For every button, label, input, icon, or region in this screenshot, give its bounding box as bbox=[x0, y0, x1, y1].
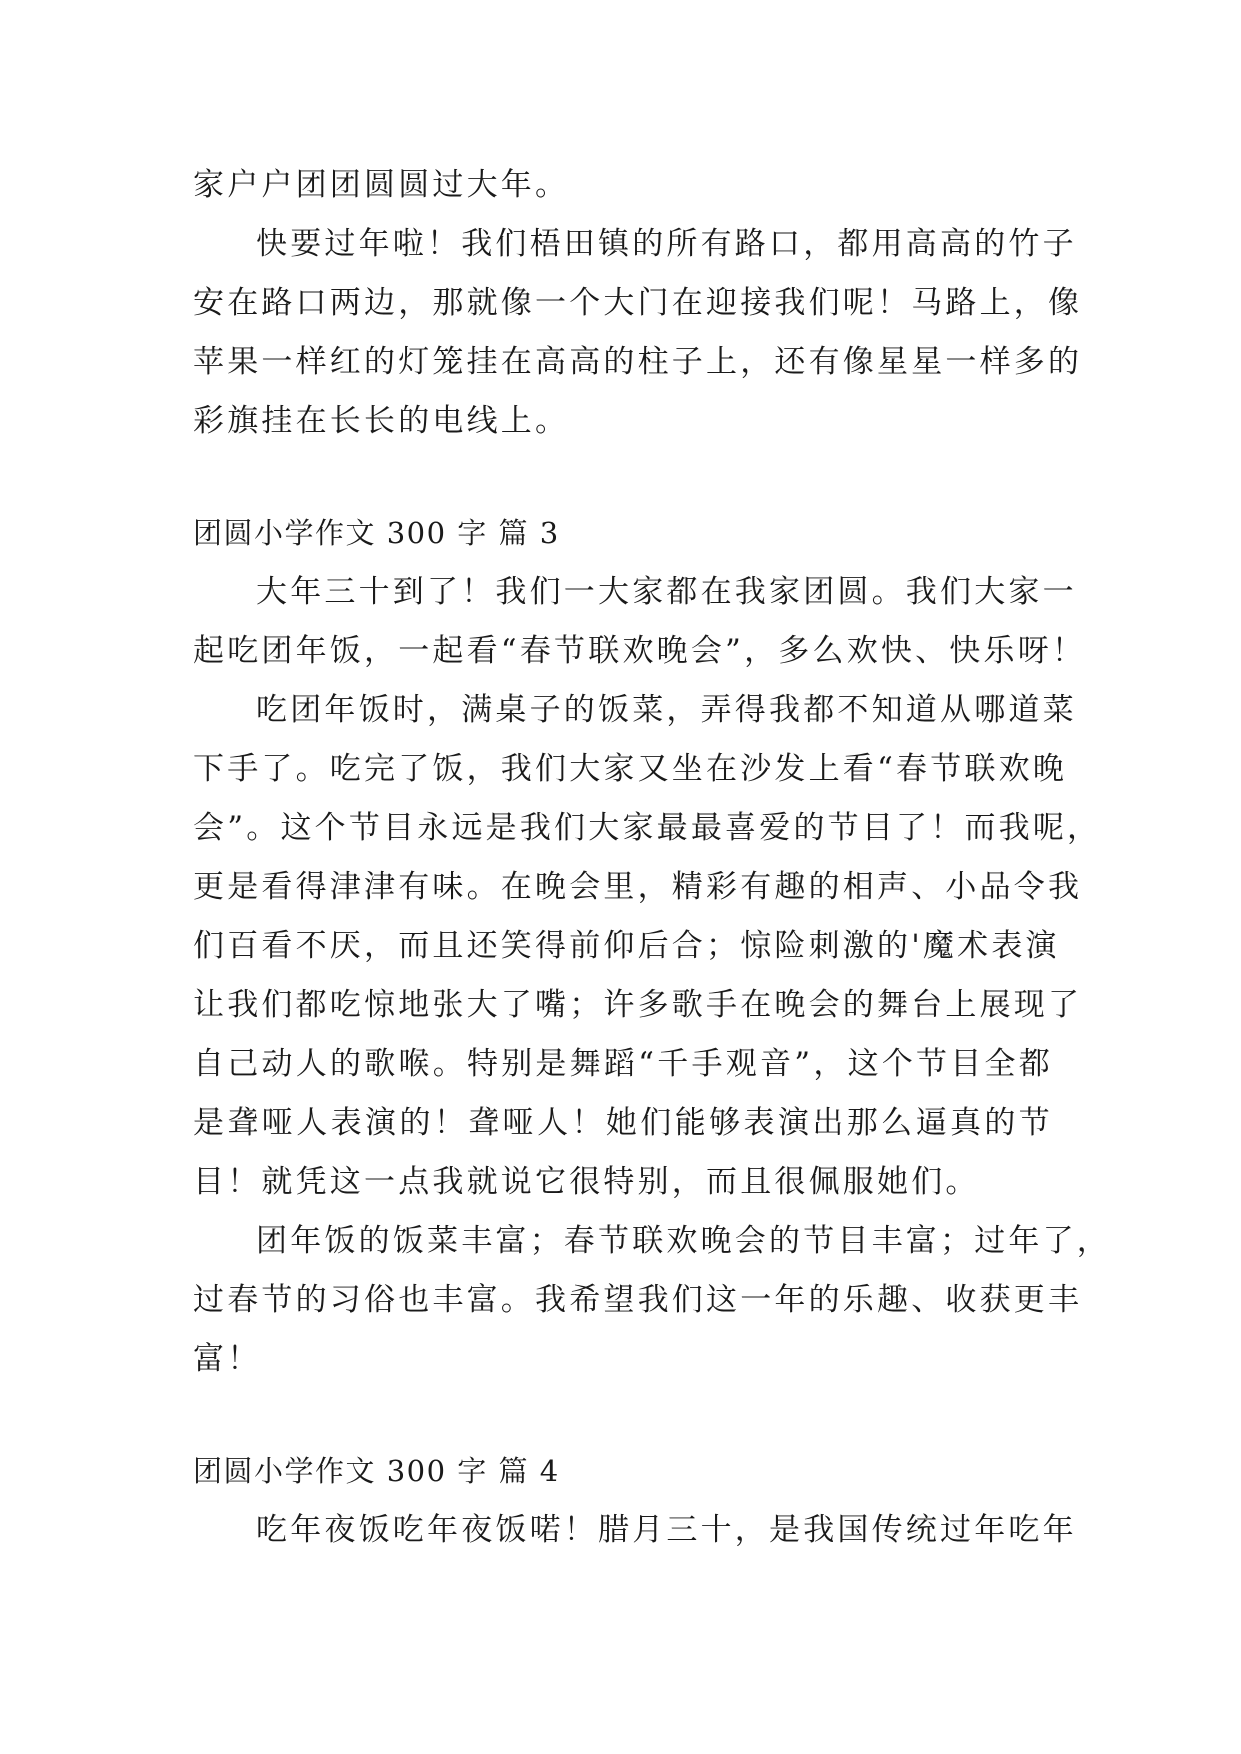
section-heading: 团圆小学作文 300 字 篇 4 bbox=[193, 1454, 560, 1488]
paragraph-line: 大年三十到了！我们一大家都在我家团圆。我们大家一 bbox=[256, 574, 1077, 610]
paragraph-line: 起吃团年饭，一起看“春节联欢晚会”，多么欢快、快乐呀！ bbox=[193, 633, 1087, 669]
paragraph-line: 们百看不厌，而且还笑得前仰后合；惊险刺激的'魔术表演 bbox=[193, 928, 1060, 964]
paragraph-line: 目！就凭这一点我就说它很特别，而且很佩服她们。 bbox=[193, 1164, 980, 1200]
paragraph-line: 让我们都吃惊地张大了嘴；许多歌手在晚会的舞台上展现了 bbox=[193, 987, 1083, 1023]
paragraph-line: 苹果一样红的灯笼挂在高高的柱子上，还有像星星一样多的 bbox=[193, 344, 1083, 380]
paragraph-line: 更是看得津津有味。在晚会里，精彩有趣的相声、小品令我 bbox=[193, 869, 1083, 905]
section-heading: 团圆小学作文 300 字 篇 3 bbox=[193, 516, 560, 550]
paragraph-line: 会”。这个节目永远是我们大家最最喜爱的节目了！而我呢， bbox=[193, 810, 1102, 846]
paragraph-line: 吃年夜饭吃年夜饭喏！腊月三十，是我国传统过年吃年 bbox=[256, 1512, 1077, 1548]
paragraph-line: 安在路口两边，那就像一个大门在迎接我们呢！马路上，像 bbox=[193, 285, 1083, 321]
paragraph-line: 快要过年啦！我们梧田镇的所有路口，都用高高的竹子 bbox=[256, 226, 1077, 262]
paragraph-line: 彩旗挂在长长的电线上。 bbox=[193, 403, 570, 439]
paragraph-line: 吃团年饭时，满桌子的饭菜，弄得我都不知道从哪道菜 bbox=[256, 692, 1077, 728]
paragraph-line: 过春节的习俗也丰富。我希望我们这一年的乐趣、收获更丰 bbox=[193, 1282, 1083, 1318]
paragraph-line: 自己动人的歌喉。特别是舞蹈“千手观音”，这个节目全都 bbox=[193, 1046, 1053, 1082]
paragraph-line: 是聋哑人表演的！聋哑人！她们能够表演出那么逼真的节 bbox=[193, 1105, 1053, 1141]
paragraph-line: 下手了。吃完了饭，我们大家又坐在沙发上看“春节联欢晚 bbox=[193, 751, 1068, 787]
paragraph-line: 家户户团团圆圆过大年。 bbox=[193, 167, 570, 203]
paragraph-line: 富！ bbox=[193, 1341, 262, 1377]
paragraph-line: 团年饭的饭菜丰富；春节联欢晚会的节目丰富；过年了， bbox=[256, 1223, 1111, 1259]
